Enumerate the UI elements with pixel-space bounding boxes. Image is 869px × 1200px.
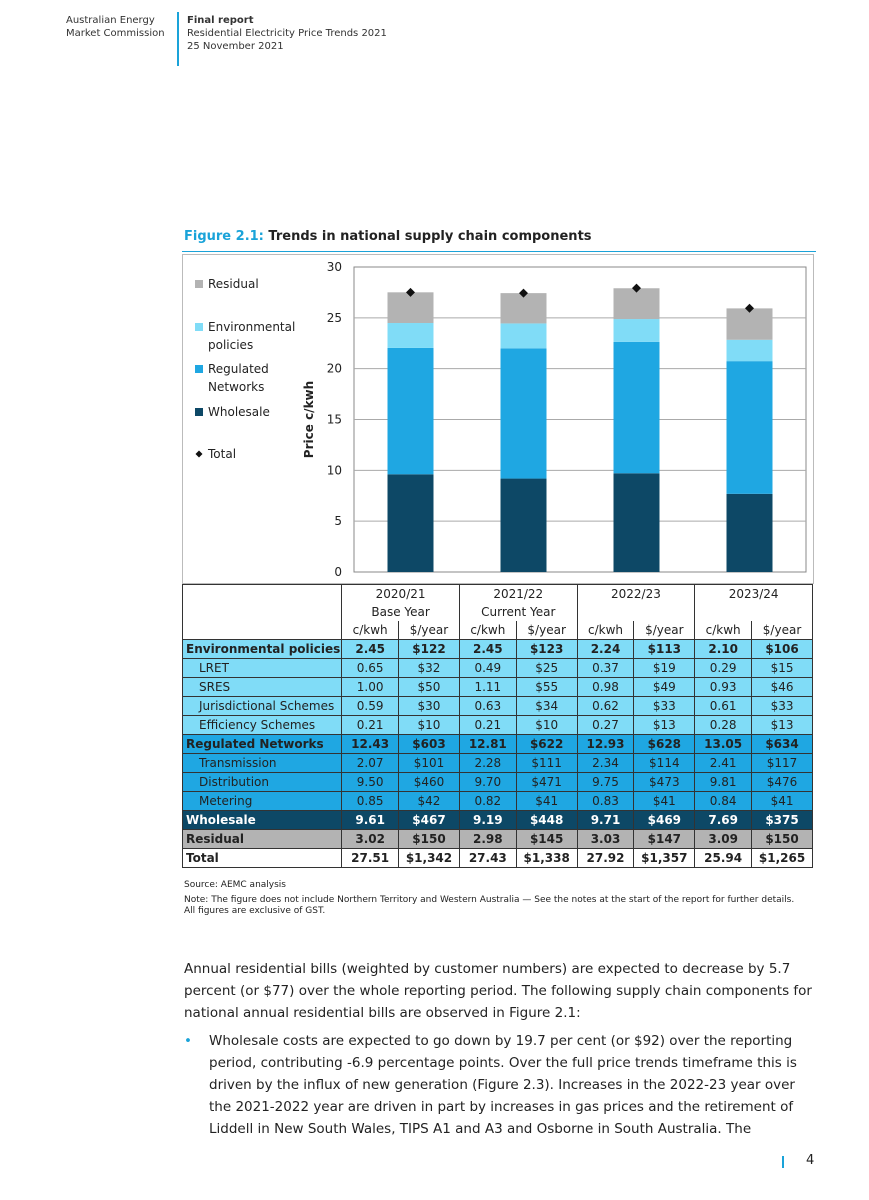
- header-doc-title: Residential Electricity Price Trends 2021: [187, 28, 387, 39]
- legend-total-marker: [196, 451, 203, 458]
- table-cell: $471: [516, 773, 577, 792]
- table-cell: 2.34: [577, 754, 634, 773]
- table-cell: 2.28: [459, 754, 516, 773]
- table-cell: 2.24: [577, 640, 634, 659]
- unit-year-header: $/year: [634, 621, 695, 640]
- table-cell: $101: [399, 754, 460, 773]
- table-row: [183, 773, 813, 792]
- bar-segment-residual: [614, 288, 660, 319]
- table-cell: $19: [634, 659, 695, 678]
- table-cell: $50: [399, 678, 460, 697]
- bar-segment-wholesale: [501, 479, 547, 572]
- note-text: Note: The figure does not include Northern Territory and Western Australia — See the notes at the start of the report for further details. All figures are exclusive of GST.: [184, 895, 795, 916]
- table-cell: 0.21: [459, 716, 516, 735]
- legend-label: Regulated: [208, 362, 269, 376]
- table-cell: 9.71: [577, 811, 634, 830]
- year-header: 2020/21: [342, 585, 460, 604]
- unit-year-header: $/year: [752, 621, 813, 640]
- table-cell: 2.10: [695, 640, 752, 659]
- year-header: 2021/22: [459, 585, 577, 604]
- header-divider: [177, 12, 179, 66]
- y-tick-label: 30: [326, 260, 342, 274]
- unit-ckwh-header: c/kwh: [459, 621, 516, 640]
- table-cell: 12.93: [577, 735, 634, 754]
- y-tick-label: 15: [326, 412, 342, 427]
- table-cell: 12.43: [342, 735, 399, 754]
- table-cell: $150: [752, 830, 813, 849]
- header-org-line1: Australian Energy: [66, 15, 155, 26]
- table-cell: $1,357: [634, 849, 695, 868]
- table-cell: 2.98: [459, 830, 516, 849]
- bar-segment-environmental-policies: [501, 323, 547, 348]
- table-row: [183, 678, 813, 697]
- table-row: [183, 659, 813, 678]
- bullet-item: [184, 1030, 816, 1140]
- table-cell: $628: [634, 735, 695, 754]
- y-tick-label: 20: [326, 361, 342, 376]
- row-label: Wholesale: [183, 811, 342, 830]
- table-cell: $106: [752, 640, 813, 659]
- figure-title-text: Trends in national supply chain components: [268, 229, 592, 244]
- table-cell: $10: [516, 716, 577, 735]
- table-cell: $476: [752, 773, 813, 792]
- y-tick-label: 10: [326, 463, 342, 478]
- table-cell: $111: [516, 754, 577, 773]
- row-label: Regulated Networks: [183, 735, 342, 754]
- y-tick-label: 25: [326, 310, 342, 325]
- table-row: [183, 754, 813, 773]
- y-axis-label: Price c/kwh: [302, 380, 316, 459]
- table-cell: $34: [516, 697, 577, 716]
- year-header: 2022/23: [577, 585, 695, 604]
- table-cell: 0.83: [577, 792, 634, 811]
- table-cell: 0.61: [695, 697, 752, 716]
- table-cell: 2.41: [695, 754, 752, 773]
- table-cell: 9.19: [459, 811, 516, 830]
- row-label: Efficiency Schemes: [183, 716, 342, 735]
- legend-label: Networks: [208, 380, 265, 394]
- table-cell: 0.93: [695, 678, 752, 697]
- table-cell: 7.69: [695, 811, 752, 830]
- table-cell: $473: [634, 773, 695, 792]
- row-label: Distribution: [183, 773, 342, 792]
- table-cell: 9.70: [459, 773, 516, 792]
- table-cell: $603: [399, 735, 460, 754]
- legend-label: Total: [208, 447, 237, 461]
- table-cell: $30: [399, 697, 460, 716]
- year-header: 2023/24: [695, 585, 813, 604]
- table-cell: 9.81: [695, 773, 752, 792]
- table-cell: $41: [634, 792, 695, 811]
- table-cell: 9.50: [342, 773, 399, 792]
- table-cell: $46: [752, 678, 813, 697]
- table-cell: $123: [516, 640, 577, 659]
- bar-segment-residual: [388, 292, 434, 323]
- table-row: [183, 849, 813, 868]
- table-cell: $448: [516, 811, 577, 830]
- table-cell: $1,338: [516, 849, 577, 868]
- table-cell: $15: [752, 659, 813, 678]
- unit-ckwh-header: c/kwh: [342, 621, 399, 640]
- table-cell: 0.27: [577, 716, 634, 735]
- table-cell: $32: [399, 659, 460, 678]
- legend-swatch: [195, 280, 203, 288]
- table-cell: $33: [752, 697, 813, 716]
- legend-swatch: [195, 408, 203, 416]
- header-doc-type: Final report: [187, 15, 254, 26]
- table-cell: $622: [516, 735, 577, 754]
- table-cell: $375: [752, 811, 813, 830]
- table-cell: $634: [752, 735, 813, 754]
- table-row: [183, 811, 813, 830]
- row-label: Environmental policies: [183, 640, 342, 659]
- table-cell: 3.03: [577, 830, 634, 849]
- table-cell: $55: [516, 678, 577, 697]
- table-cell: $460: [399, 773, 460, 792]
- year-subheader: Base Year: [342, 603, 460, 621]
- table-cell: 13.05: [695, 735, 752, 754]
- table-cell: $150: [399, 830, 460, 849]
- table-cell: 0.37: [577, 659, 634, 678]
- row-label: Jurisdictional Schemes: [183, 697, 342, 716]
- bar-segment-regulated-networks: [388, 348, 434, 474]
- table-row: [183, 792, 813, 811]
- figure-label: Figure 2.1:: [184, 229, 264, 244]
- bar-segment-residual: [501, 293, 547, 323]
- legend-swatch: [195, 365, 203, 373]
- table-cell: 3.02: [342, 830, 399, 849]
- table-cell: $42: [399, 792, 460, 811]
- table-cell: $10: [399, 716, 460, 735]
- table-cell: $122: [399, 640, 460, 659]
- table-cell: 0.21: [342, 716, 399, 735]
- row-label: LRET: [183, 659, 342, 678]
- bar-segment-wholesale: [614, 473, 660, 572]
- bar-segment-environmental-policies: [388, 323, 434, 348]
- table-cell: 2.45: [459, 640, 516, 659]
- table-cell: 0.29: [695, 659, 752, 678]
- bar-segment-environmental-policies: [614, 319, 660, 342]
- table-cell: $13: [634, 716, 695, 735]
- table-cell: $25: [516, 659, 577, 678]
- table-cell: 1.00: [342, 678, 399, 697]
- table-cell: 27.43: [459, 849, 516, 868]
- year-subheader: [695, 603, 813, 621]
- table-cell: $114: [634, 754, 695, 773]
- body-paragraph: Annual residential bills (weighted by customer numbers) are expected to decrease by 5.7 percent (or $77) over the whole reporting period. The following supply chain components for national annual residential bills are observed in Figure 2.1:: [184, 961, 812, 1021]
- year-subheader: Current Year: [459, 603, 577, 621]
- row-label: SRES: [183, 678, 342, 697]
- table-cell: 0.65: [342, 659, 399, 678]
- table-cell: 9.75: [577, 773, 634, 792]
- stacked-bar-chart: [182, 254, 814, 584]
- table-cell: $13: [752, 716, 813, 735]
- legend-swatch: [195, 323, 203, 331]
- unit-year-header: $/year: [516, 621, 577, 640]
- bar-segment-environmental-policies: [727, 340, 773, 361]
- legend-label: Residual: [208, 277, 259, 291]
- source-text: Source: AEMC analysis: [184, 880, 286, 890]
- table-cell: 0.63: [459, 697, 516, 716]
- table-cell: 12.81: [459, 735, 516, 754]
- table-corner-cell: [183, 585, 342, 640]
- header-doc: [187, 14, 387, 53]
- table-cell: 9.61: [342, 811, 399, 830]
- bullet-dot: •: [184, 1033, 192, 1049]
- table-cell: $1,265: [752, 849, 813, 868]
- unit-year-header: $/year: [399, 621, 460, 640]
- bullet-text: Wholesale costs are expected to go down by 19.7 per cent (or $92) over the reporting period, contributing -6.9 percentage points. Over the full price trends timeframe this is driven by the influx of new generation (Figure 2.3). Increases in the 2022-23 year over the 2021-2022 year are driven in part by increases in gas prices and the retirement of Liddell in New South Wales, TIPS A1 and A3 and Osborne in South Australia. The: [209, 1033, 797, 1137]
- figure-title: [184, 229, 592, 244]
- table-row: [183, 640, 813, 659]
- row-label: Metering: [183, 792, 342, 811]
- table-cell: 0.28: [695, 716, 752, 735]
- table-cell: $41: [516, 792, 577, 811]
- year-subheader: [577, 603, 695, 621]
- unit-ckwh-header: c/kwh: [577, 621, 634, 640]
- table-cell: 0.84: [695, 792, 752, 811]
- figure-rule: [182, 251, 816, 252]
- table-row: [183, 697, 813, 716]
- row-label: Transmission: [183, 754, 342, 773]
- table-cell: $1,342: [399, 849, 460, 868]
- table-cell: $49: [634, 678, 695, 697]
- bar-segment-residual: [727, 308, 773, 339]
- table-cell: $117: [752, 754, 813, 773]
- table-cell: 0.85: [342, 792, 399, 811]
- table-cell: $33: [634, 697, 695, 716]
- table-row: [183, 716, 813, 735]
- legend-label: Wholesale: [208, 405, 270, 419]
- table-cell: 3.09: [695, 830, 752, 849]
- table-cell: 0.62: [577, 697, 634, 716]
- table-cell: $467: [399, 811, 460, 830]
- table-cell: $41: [752, 792, 813, 811]
- y-tick-label: 5: [334, 514, 342, 529]
- table-cell: 0.82: [459, 792, 516, 811]
- table-cell: $113: [634, 640, 695, 659]
- table-cell: 27.51: [342, 849, 399, 868]
- table-cell: $469: [634, 811, 695, 830]
- table-cell: 25.94: [695, 849, 752, 868]
- table-row: [183, 830, 813, 849]
- table-cell: 2.45: [342, 640, 399, 659]
- table-cell: $145: [516, 830, 577, 849]
- bar-segment-regulated-networks: [614, 342, 660, 473]
- table-cell: 2.07: [342, 754, 399, 773]
- header-org: [66, 14, 165, 40]
- header-doc-date: 25 November 2021: [187, 41, 284, 52]
- unit-ckwh-header: c/kwh: [695, 621, 752, 640]
- bar-segment-regulated-networks: [727, 361, 773, 494]
- table-cell: 0.59: [342, 697, 399, 716]
- table-row: [183, 735, 813, 754]
- table-cell: 0.49: [459, 659, 516, 678]
- y-tick-label: 0: [334, 565, 342, 579]
- bar-segment-wholesale: [727, 494, 773, 572]
- bar-segment-wholesale: [388, 474, 434, 572]
- legend-label: policies: [208, 338, 254, 352]
- page-number: 4: [806, 1153, 815, 1168]
- legend-label: Environmental: [208, 320, 296, 334]
- supply-chain-table: [182, 584, 813, 868]
- row-label: Residual: [183, 830, 342, 849]
- header-org-line2: Market Commission: [66, 28, 165, 39]
- table-cell: $147: [634, 830, 695, 849]
- table-cell: 1.11: [459, 678, 516, 697]
- page-number-bar: [782, 1156, 784, 1168]
- table-cell: 0.98: [577, 678, 634, 697]
- row-label: Total: [183, 849, 342, 868]
- table-cell: 27.92: [577, 849, 634, 868]
- bar-segment-regulated-networks: [501, 348, 547, 478]
